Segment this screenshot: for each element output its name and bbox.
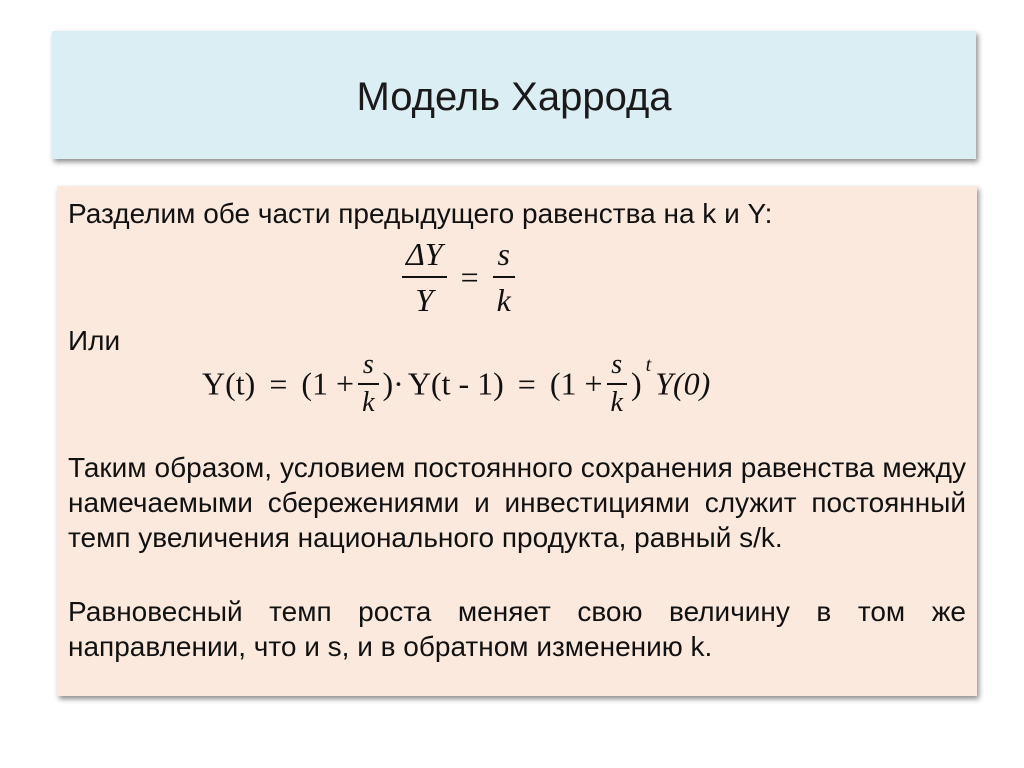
fraction-delta-y-over-y	[402, 238, 447, 316]
or-label: Или	[68, 325, 121, 356]
formula-lhs: Y(t)	[202, 365, 256, 402]
paragraph-equilibrium-rate: Равновесный темп роста меняет свою величину в том же направлении, что и s, и в обратном изменению k.	[68, 596, 966, 662]
fraction-denominator: k	[362, 387, 375, 418]
fraction-bar	[493, 276, 515, 278]
equals-sign: =	[269, 365, 288, 402]
formula-close-paren: )	[630, 365, 642, 402]
title-panel	[52, 31, 976, 159]
content-panel	[57, 186, 977, 696]
formula-middle: Y(t - 1)	[407, 365, 504, 402]
fraction-denominator: k	[610, 387, 623, 418]
fraction-s-over-k	[607, 351, 627, 417]
formula-tail: Y(0)	[655, 365, 711, 402]
equals-sign: =	[517, 365, 536, 402]
fraction-bar	[358, 383, 378, 385]
formula-recursive-growth	[202, 351, 710, 417]
paragraph-conclusion: Таким образом, условием постоянного сохранения равенства между намечаемыми сбережениями и инвестициями служит постоянный темп увеличения национального продукта, равный s/k.	[68, 452, 966, 553]
fraction-numerator: s	[611, 349, 623, 380]
fraction-s-over-k	[358, 351, 378, 417]
slide-title: Модель Харрода	[356, 74, 672, 119]
formula-close-paren: )·	[382, 365, 404, 402]
fraction-bar	[402, 276, 447, 278]
fraction-bar	[607, 383, 627, 385]
intro-text: Разделим обе части предыдущего равенства на k и Y:	[68, 198, 773, 229]
fraction-numerator: ΔY	[406, 236, 443, 272]
fraction-denominator: Y	[415, 282, 434, 318]
equals-sign: =	[460, 258, 479, 295]
formula-exponent: t	[645, 354, 652, 377]
fraction-numerator: s	[362, 349, 374, 380]
formula-open-paren: (1 +	[549, 365, 603, 402]
fraction-numerator: s	[497, 236, 510, 272]
fraction-s-over-k	[493, 238, 515, 316]
formula-open-paren: (1 +	[301, 365, 355, 402]
fraction-denominator: k	[496, 282, 511, 318]
formula-growth-ratio	[402, 238, 515, 316]
